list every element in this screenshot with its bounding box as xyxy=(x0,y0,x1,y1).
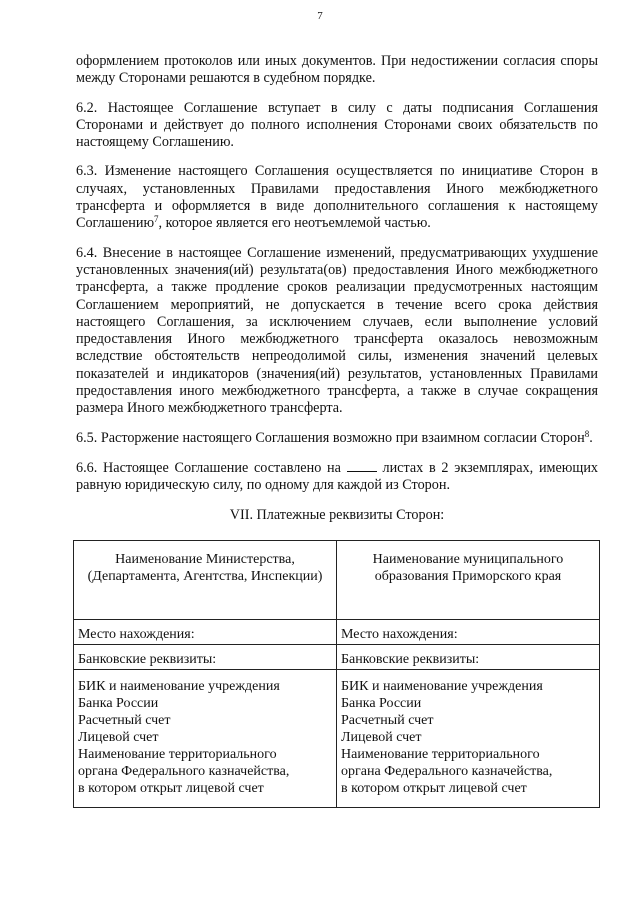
detail-line: в котором открыт лицевой счет xyxy=(78,780,264,796)
location-left: Место нахождения: xyxy=(74,619,337,644)
paragraph-6-3-text: 6.3. Изменение настоящего Соглашения осуществляется по инициативе Сторон в случаях, установленных Правилами предоставления Иного межбюджетного трансферта и оформляется в виде дополнительного соглашения к настоящему Соглашению xyxy=(76,163,598,232)
bank-details-left: Банковские реквизиты: xyxy=(74,644,337,669)
details-right xyxy=(337,669,600,807)
paragraph-6-6-text-end: листах в 2 экземплярах, имеющих равную юридическую силу, по одному для каждой из Сторон. xyxy=(76,459,599,494)
table-row xyxy=(74,540,600,619)
detail-line: Банка России xyxy=(78,695,159,711)
table-row xyxy=(74,619,600,644)
detail-line: органа Федерального казначейства, xyxy=(78,763,290,779)
details-left xyxy=(74,669,337,807)
detail-line: Банка России xyxy=(341,695,422,711)
bank-details-right: Банковские реквизиты: xyxy=(337,644,600,669)
detail-line: БИК и наименование учреждения xyxy=(78,678,280,694)
paragraph-6-1-continuation: оформлением протоколов или иных документов. При недостижении согласия споры между Сторонами решаются в судебном порядке. xyxy=(76,53,598,87)
paragraph-6-5-text-end: . xyxy=(589,429,593,446)
paragraph-6-2: 6.2. Настоящее Соглашение вступает в силу с даты подписания Соглашения Сторонами и действует до полного исполнения Сторонами своих обязательств по настоящему Соглашению. xyxy=(76,99,598,151)
paragraph-6-6 xyxy=(76,459,598,495)
detail-line: Наименование территориального xyxy=(78,746,277,762)
section-title: VII. Платежные реквизиты Сторон: xyxy=(229,506,445,523)
paragraph-6-3 xyxy=(76,163,598,232)
detail-line: Расчетный счет xyxy=(78,712,171,728)
footnote-ref-8: 8 xyxy=(584,428,590,439)
paragraph-6-4: 6.4. Внесение в настоящее Соглашение изменений, предусматривающих ухудшение установленных значения(ий) результата(ов) предоставления Иного межбюджетного трансферта, а также продление сроков реализации предусмотренных настоящим Соглашением мероприятий, не допускается в течение всего срока действия настоящего Соглашения, за исключением случаев, если выполнение условий предоставления Иного межбюджетного трансферта оказалось невозможным вследствие обстоятельств непреодолимой силы, изменения значений целевых показателей и индикаторов (значения(ий) результатов, установленных Правилами предоставления иного межбюджетного трансферта, а также в случае сокращения размера Иного межбюджетного трансферта. xyxy=(76,244,598,417)
sheet-count-blank xyxy=(347,459,377,472)
detail-line: БИК и наименование учреждения xyxy=(341,678,543,694)
detail-line: Лицевой счет xyxy=(341,729,422,745)
payment-details-table xyxy=(73,540,600,808)
paragraph-6-5-text: 6.5. Расторжение настоящего Соглашения возможно при взаимном согласии Сторон xyxy=(76,429,585,446)
paragraph-6-6-text: 6.6. Настоящее Соглашение составлено на xyxy=(76,459,341,476)
detail-line: Лицевой счет xyxy=(78,729,159,745)
detail-line: Наименование территориального xyxy=(341,746,540,762)
location-right: Место нахождения: xyxy=(337,619,600,644)
table-row xyxy=(74,644,600,669)
header-municipality: Наименование муниципального образования Приморского края xyxy=(337,540,600,619)
footnote-ref-7: 7 xyxy=(154,214,159,225)
page-number: 7 xyxy=(317,10,323,22)
header-ministry: Наименование Министерства, (Департамента, Агентства, Инспекции) xyxy=(74,540,337,619)
paragraph-6-3-text-end: , которое является его неотъемлемой частью. xyxy=(158,215,431,232)
detail-line: в котором открыт лицевой счет xyxy=(341,780,527,796)
paragraph-6-5 xyxy=(76,430,598,447)
detail-line: органа Федерального казначейства, xyxy=(341,763,553,779)
detail-line: Расчетный счет xyxy=(341,712,434,728)
document-body xyxy=(76,53,598,808)
table-row xyxy=(74,669,600,807)
